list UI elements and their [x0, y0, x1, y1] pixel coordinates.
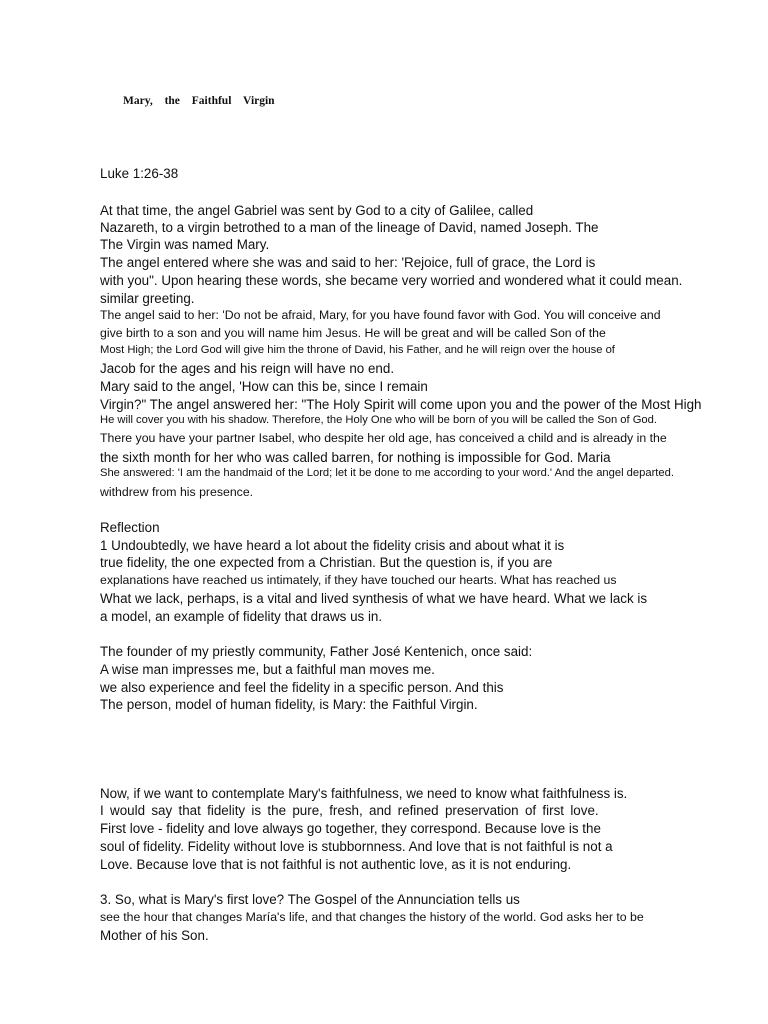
gospel-line: There you have your partner Isabel, who despite her old age, has conceived a child and is already in the: [100, 431, 667, 445]
reflection-line: a model, an example of fidelity that draws us in.: [100, 609, 383, 624]
gospel-line: Jacob for the ages and his reign will have no end.: [100, 361, 395, 376]
gospel-line: The Virgin was named Mary.: [100, 237, 270, 252]
document-title: Mary, the Faithful Virgin: [123, 95, 275, 107]
reflection-line: A wise man impresses me, but a faithful man moves me.: [100, 662, 435, 677]
gospel-line: withdrew from his presence.: [100, 485, 254, 499]
reflection-line: Now, if we want to contemplate Mary's faithfulness, we need to know what faithfulness is.: [100, 786, 628, 801]
reflection-line: true fidelity, the one expected from a Christian. But the question is, if you are: [100, 555, 553, 570]
reflection-line: I would say that fidelity is the pure, fresh, and refined preservation of first love.: [100, 803, 599, 818]
reflection-line: The founder of my priestly community, Father José Kentenich, once said:: [100, 644, 533, 659]
reflection-line: we also experience and feel the fidelity in a specific person. And this: [100, 680, 504, 695]
gospel-line: The angel entered where she was and said to her: 'Rejoice, full of grace, the Lord is: [100, 255, 596, 270]
scripture-reference: Luke 1:26-38: [100, 166, 179, 181]
gospel-line: At that time, the angel Gabriel was sent by God to a city of Galilee, called: [100, 203, 534, 218]
reflection-line: soul of fidelity. Fidelity without love is stubbornness. And love that is not faithful is not a: [100, 839, 613, 854]
gospel-line: Virgin?" The angel answered her: "The Holy Spirit will come upon you and the power of the Most High: [100, 397, 702, 412]
gospel-line: Mary said to the angel, 'How can this be, since I remain: [100, 379, 428, 394]
reflection-line: What we lack, perhaps, is a vital and lived synthesis of what we have heard. What we lack is: [100, 591, 648, 606]
gospel-line: Nazareth, to a virgin betrothed to a man of the lineage of David, named Joseph. The: [100, 220, 599, 235]
reflection-line: First love - fidelity and love always go together, they correspond. Because love is the: [100, 821, 601, 836]
reflection-line: 1 Undoubtedly, we have heard a lot about the fidelity crisis and about what it is: [100, 538, 565, 553]
gospel-line: The angel said to her: 'Do not be afraid, Mary, for you have found favor with God. You will conceive and: [100, 308, 661, 322]
gospel-line: similar greeting.: [100, 291, 195, 306]
gospel-line: the sixth month for her who was called barren, for nothing is impossible for God. Maria: [100, 450, 611, 465]
gospel-line: Most High; the Lord God will give him the throne of David, his Father, and he will reign over the house of: [100, 344, 615, 356]
reflection-line: The person, model of human fidelity, is Mary: the Faithful Virgin.: [100, 697, 478, 712]
reflection-line: Love. Because love that is not faithful is not authentic love, as it is not enduring.: [100, 857, 572, 872]
reflection-line: Mother of his Son.: [100, 928, 209, 943]
gospel-line: He will cover you with his shadow. Therefore, the Holy One who will be born of you will be called the Son of God.: [100, 414, 657, 426]
gospel-line: with you". Upon hearing these words, she became very worried and wondered what it could mean.: [100, 273, 683, 288]
reflection-line: see the hour that changes María's life, and that changes the history of the world. God asks her to be: [100, 910, 644, 924]
reflection-line: explanations have reached us intimately, if they have touched our hearts. What has reached us: [100, 573, 617, 587]
section-heading: Reflection: [100, 520, 160, 535]
gospel-line: give birth to a son and you will name him Jesus. He will be great and will be called Son of the: [100, 326, 606, 340]
gospel-line: She answered: 'I am the handmaid of the Lord; let it be done to me according to your word.' And the angel departed.: [100, 467, 674, 479]
reflection-line: 3. So, what is Mary's first love? The Gospel of the Annunciation tells us: [100, 892, 520, 907]
